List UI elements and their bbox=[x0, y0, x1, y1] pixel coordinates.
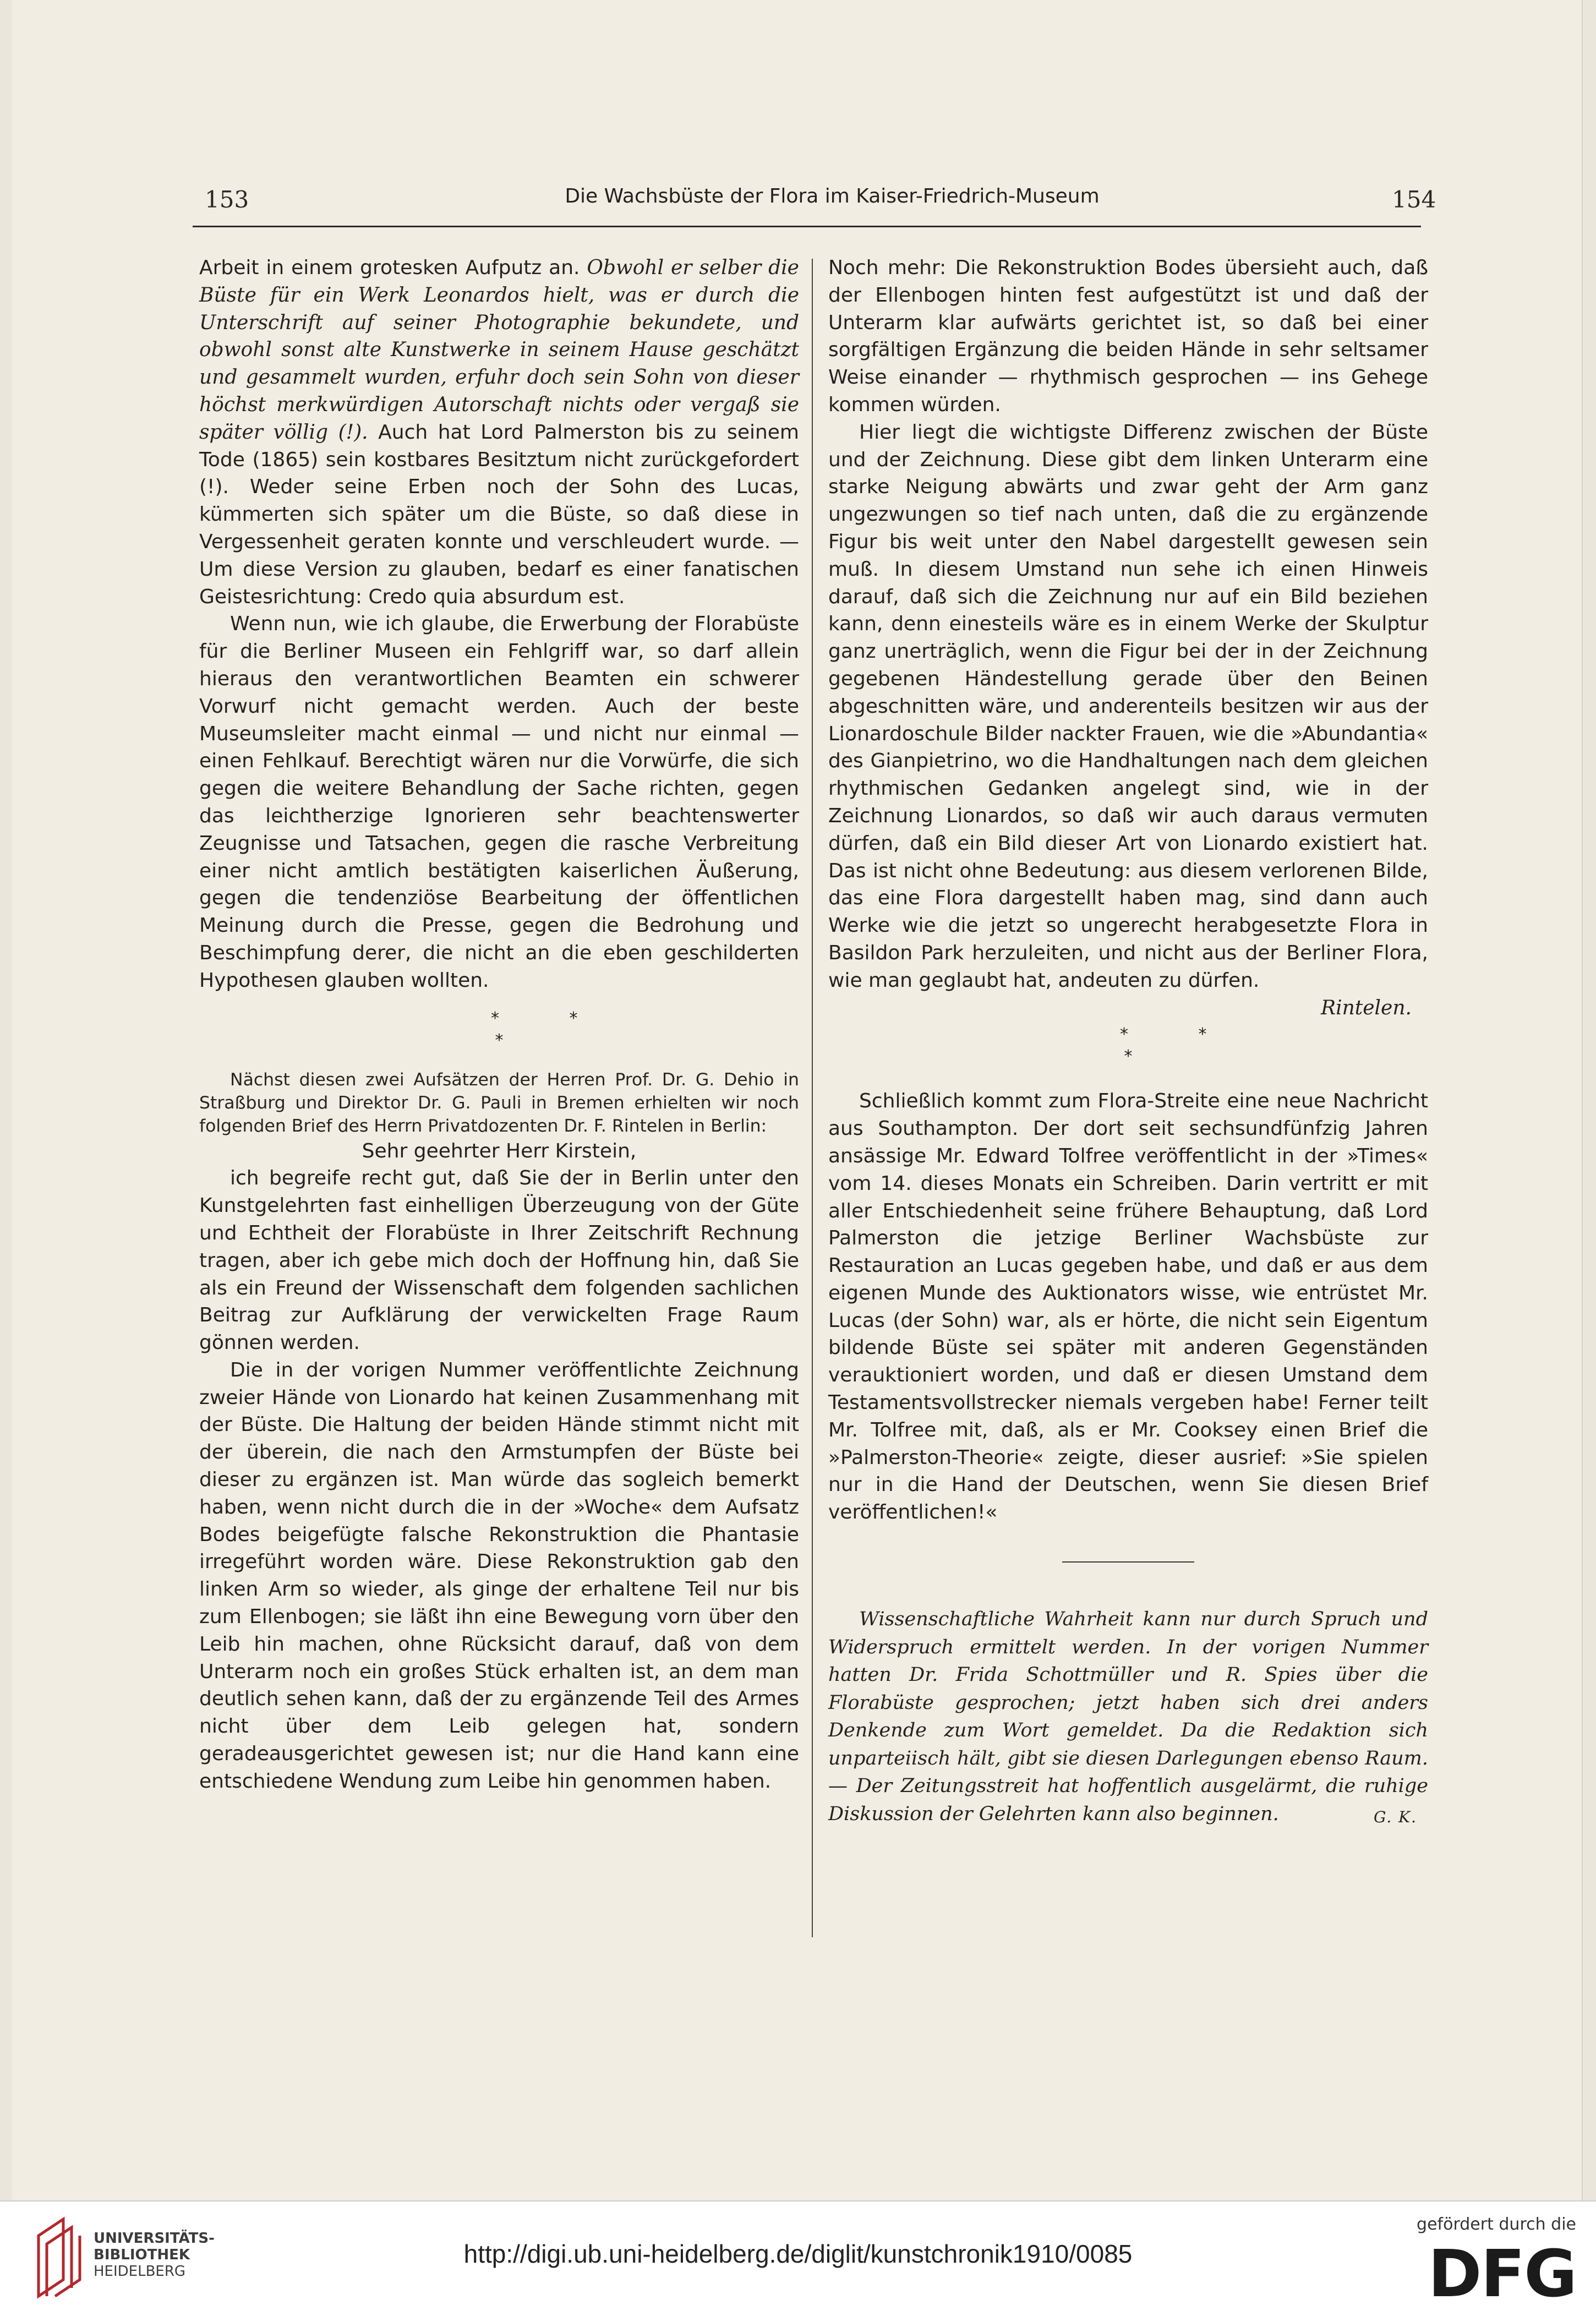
column-divider bbox=[812, 259, 813, 1937]
editorial-note bbox=[828, 1605, 1428, 1828]
footer-bar bbox=[0, 2200, 1596, 2316]
editorial-text: Wissenschaftliche Wahrheit kann nur durch Spruch und Widerspruch ermittelt werden. In der vorigen Nummer hatten Dr. Frida Schottmüller und R. Spies über die Florabüste gesprochen; jetzt haben sich drei anders Denkende zum Wort gemeldet. Da die Redaktion sich unparteiisch hält, gibt sie diesen Darlegungen ebenso Raum. — Der Zeitungsstreit hat hoffentlich ausgelärmt, die ruhige Diskussion der Gelehrten kann also beginnen. bbox=[828, 1608, 1428, 1825]
logo-text-line: UNIVERSITÄTS- bbox=[94, 2230, 215, 2247]
paragraph bbox=[199, 254, 799, 610]
paragraph: Hier liegt die wichtigste Differenz zwischen der Büste und der Zeichnung. Diese gibt dem linken Unterarm eine starke Neigung abwärts und zwar geht der Arm ganz ungezwungen so tief nach unten, daß die zu ergänzende Figur bis weit unter den Nabel dargestellt gewesen sein muß. In diesem Umstand nun sehe ich einen Hinweis darauf, daß sich die Zeichnung nur auf ein Bild beziehen kann, denn einesteils wäre es in einem Werke der Skulptur ganz unerträglich, wenn die Figur bei der in der Zeichnung gegebenen Händestellung gerade über den Beinen abgeschnitten wäre, und anderenteils besitzen wir aus der Lionardoschule Bilder nackter Frauen, wie die »Abundantia« des Gianpietrino, wo die Handhaltungen nach dem gleichen rhythmischen Gedanken angelegt sind, wie in der Zeichnung Lionardos, so daß wir auch daraus vermuten dürfen, daß ein Bild dieser Art von Lionardo existiert hat. Das ist nicht ohne Bedeutung: aus diesem verlorenen Bilde, das eine Flora dargestellt haben mag, sind dann auch Werke wie die jetzt so ungerecht herabgesetzte Flora in Basildon Park herzuleiten, und nicht aus der Berliner Flora, wie man geglaubt hat, andeuten zu dürfen. bbox=[828, 420, 1428, 992]
star: * bbox=[1124, 1047, 1133, 1067]
funding-label: gefördert durch die bbox=[1417, 2215, 1576, 2234]
left-column bbox=[199, 254, 799, 1795]
header-rule bbox=[193, 226, 1421, 227]
permalink-url[interactable]: http://digi.ub.uni-heidelberg.de/diglit/kunstchronik1910/0085 bbox=[463, 2239, 1133, 2268]
page-number-left: 153 bbox=[205, 186, 249, 213]
star: * bbox=[491, 1008, 499, 1028]
star: * bbox=[1198, 1025, 1207, 1045]
right-column bbox=[828, 254, 1428, 1831]
editor-initials: G. K. bbox=[1374, 1807, 1417, 1826]
star: * bbox=[569, 1008, 578, 1028]
letter-paragraph: ich begreife recht gut, daß Sie der in Berlin unter den Kunstgelehrten fast einhelligen Überzeugung von der Güte und Echtheit der Florabüste in Ihrer Zeitschrift Rechnung tragen, aber ich gebe mich doch der Hoffnung hin, daß Sie als ein Freund der Wissenschaft dem folgenden sachlichen Beitrag zur Aufklärung der verwickelten Frage Raum gönnen werden. bbox=[199, 1167, 799, 1354]
paragraph: Wenn nun, wie ich glaube, die Erwerbung der Florabüste für die Berliner Museen ein Fehlgriff war, so darf allein hieraus den verantwortlichen Beamten ein schwerer Vorwurf nicht gemacht werden. Auch der beste Museumsleiter macht einmal — und nicht nur einmal — einen Fehlkauf. Berechtigt wären nur die Vorwürfe, die sich gegen die weitere Behandlung der Sache richten, gegen das leichtherzige Ignorieren sehr beachtenswerter Zeugnisse und Tatsachen, gegen die rasche Verbreitung einer nicht amtlich bestätigten kaiserlichen Äußerung, gegen die tendenziöse Bearbeitung der öffentlichen Meinung durch die Presse, gegen die Bedrohung und Beschimpfung derer, die nicht an die eben geschilderten Hypothesen glauben wollten. bbox=[199, 613, 799, 992]
logo-text-line: HEIDELBERG bbox=[94, 2263, 186, 2280]
editorial-intro: Nächst diesen zwei Aufsätzen der Herren Prof. Dr. G. Dehio in Straßburg und Direktor Dr. G. Pauli in Bremen erhielten wir noch folgenden Brief des Herrn Privatdozenten Dr. F. Rintelen in Berlin: bbox=[199, 1069, 799, 1136]
paragraph: Noch mehr: Die Rekonstruktion Bodes übersieht auch, daß der Ellenbogen hinten fest aufgestützt ist und daß der Unterarm klar aufwärts gerichtet ist, so daß bei einer sorgfältigen Ergänzung die beiden Hände in sehr seltsamer Weise einander — rhythmisch gesprochen — ins Gehege kommen würden. bbox=[828, 256, 1428, 416]
running-title: Die Wachsbüste der Flora im Kaiser-Friedrich-Museum bbox=[565, 185, 1100, 207]
paragraph: Schließlich kommt zum Flora-Streite eine neue Nachricht aus Southampton. Der dort seit sechsundfünfzig Jahren ansässige Mr. Edward Tolfree veröffentlicht in der »Times« vom 14. dieses Monats ein Schreiben. Darin vertritt er mit aller Entschiedenheit seine frühere Behauptung, daß Lord Palmerston die jetzige Berliner Wachsbüste zur Restauration an Lucas gegeben habe, und daß er aus dem eigenen Munde des Auktionators wisse, wie entrüstet Mr. Lucas (der Sohn) war, als er hörte, die nicht sein Eigentum bildende Büste sei später mit anderen Gegenständen verauktioniert worden, und daß er diesen Umstand dem Testamentsvollstrecker niemals vergeben habe! Ferner teilt Mr. Tolfree mit, daß, als er Mr. Cooksey einen Brief die »Palmerston-Theorie« zeigte, dieser ausrief: »Sie spielen nur in die Hand der Deutschen, wenn Sie diesen Brief veröffentlichen!« bbox=[828, 1090, 1428, 1524]
section-separator-stars bbox=[199, 1008, 799, 1052]
dfg-logo: DFG bbox=[1428, 2236, 1576, 2312]
page-number-right: 154 bbox=[1392, 186, 1436, 213]
logo-text-line: BIBLIOTHEK bbox=[94, 2247, 190, 2263]
text-run: Arbeit in einem grotesken Aufputz an. bbox=[199, 256, 587, 279]
section-separator-stars bbox=[828, 1024, 1428, 1068]
star: * bbox=[495, 1030, 504, 1050]
star: * bbox=[1120, 1025, 1128, 1045]
divider-rule bbox=[1062, 1561, 1194, 1563]
letter-salutation: Sehr geehrter Herr Kirstein, bbox=[362, 1139, 637, 1162]
signature: Rintelen. bbox=[1320, 996, 1412, 1019]
italic-text-run: Obwohl er selber die Büste für ein Werk Leonardos hielt, was er durch die Unterschrift auf seiner Photographie bekundete, und obwohl sonst alte Kunstwerke in seinem Hause geschätzt und gesammelt wurden, erfuhr doch sein Sohn von dieser höchst merkwürdigen Autorschaft nichts oder vergaß sie später völlig (!). bbox=[199, 256, 799, 444]
letter-paragraph: Die in der vorigen Nummer veröffentlichte Zeichnung zweier Hände von Lionardo hat keinen Zusammenhang mit der Büste. Die Haltung der beiden Hände stimmt nicht mit der überein, die nach den Armstumpfen der Büste bei dieser zu ergänzen ist. Man würde das sogleich bemerkt haben, wenn nicht durch die in der »Woche« dem Aufsatz Bodes beigefügte falsche Rekonstruktion die Phantasie irregeführt worden wäre. Diese Rekonstruktion gab den linken Arm so wieder, als ginge der erhaltene Teil nur bis zum Ellenbogen; sie läßt ihn eine Bewegung vorn über den Leib hin machen, ohne Rücksicht darauf, daß von dem Unterarm noch ein großes Stück erhalten ist, an dem man deutlich sehen kann, daß der zu ergänzende Teil des Armes nicht über dem Leib gelegen hat, sondern geradeausgerichtet gewesen ist; nur die Hand kann eine entschiedene Wendung zum Leibe hin genommen haben. bbox=[199, 1358, 799, 1793]
text-run: Auch hat Lord Palmerston bis zu seinem Tode (1865) sein kostbares Besitztum nicht zurückgefordert (!). Weder seine Erben noch der Sohn des Lucas, kümmerten sich später um die Büste, so daß diese in Vergessenheit geraten konnte und verschleudert wurde. — Um diese Version zu glauben, bedarf es einer fanatischen Geistesrichtung: Credo quia absurdum est. bbox=[199, 420, 799, 608]
